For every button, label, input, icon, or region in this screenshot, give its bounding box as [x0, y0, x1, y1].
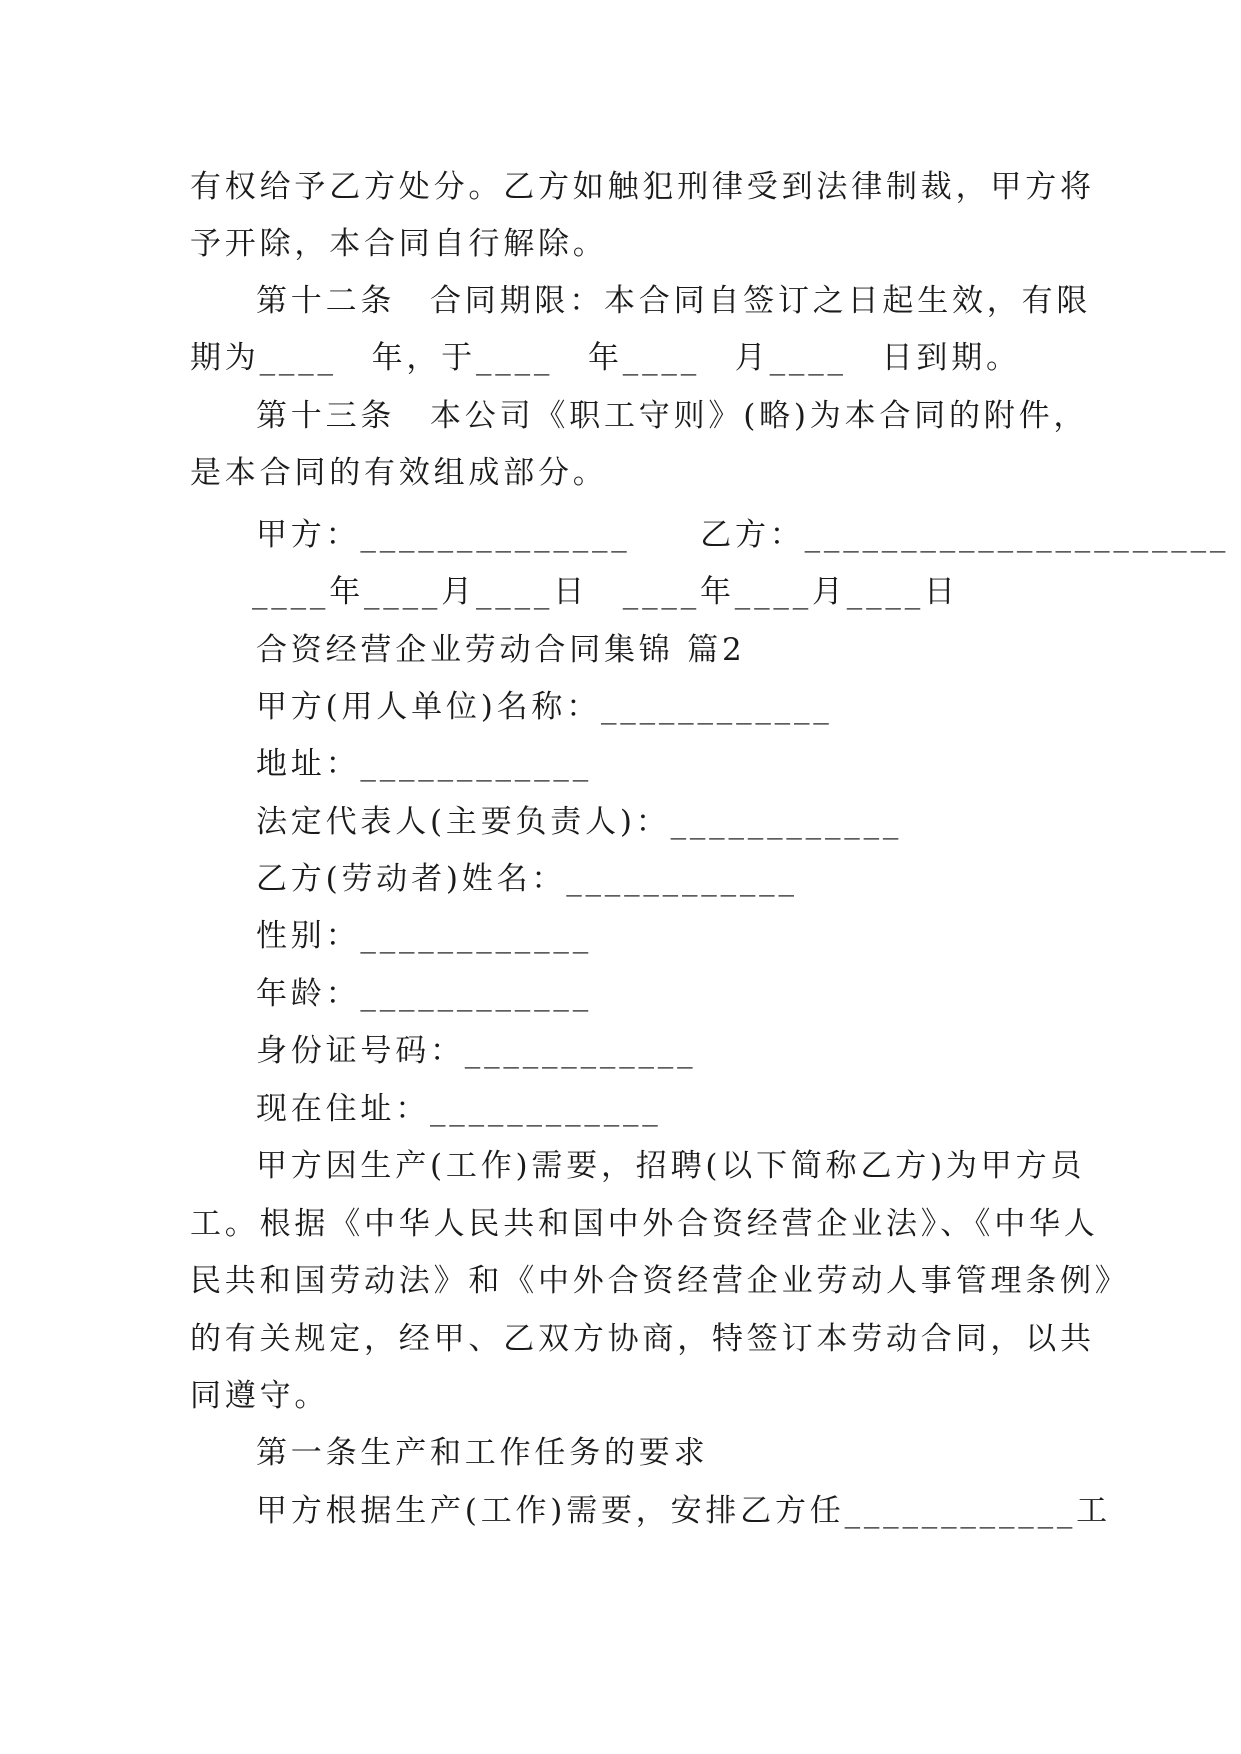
- signature-line: 甲方：______________ 乙方：______________________: [256, 517, 1230, 553]
- paragraph-line: 期为____ 年，于____ 年____ 月____ 日到期。: [190, 340, 1021, 376]
- paragraph-line: 的有关规定，经甲、乙双方协商，特签订本劳动合同，以共: [190, 1321, 1095, 1357]
- employee-name-field: 乙方(劳动者)姓名：____________: [256, 861, 798, 897]
- section-title: 合资经营企业劳动合同集锦 篇2: [256, 632, 746, 668]
- paragraph-line: 甲方因生产(工作)需要，招聘(以下简称乙方)为甲方员: [256, 1148, 1086, 1184]
- signature-date-line: ____年____月____日 ____年____月____日: [252, 574, 959, 610]
- paragraph-line: 予开除，本合同自行解除。: [190, 226, 608, 262]
- employer-name-field: 甲方(用人单位)名称：____________: [256, 689, 833, 725]
- paragraph-line: 同遵守。: [190, 1378, 330, 1414]
- address-field: 地址：____________: [256, 746, 592, 782]
- gender-field: 性别：____________: [256, 918, 592, 954]
- clause-12-line: 第十二条 合同期限：本合同自签订之日起生效，有限: [256, 283, 1092, 319]
- age-field: 年龄：____________: [256, 976, 592, 1012]
- paragraph-line: 民共和国劳动法》和《中外合资经营企业劳动人事管理条例》: [190, 1263, 1130, 1299]
- clause-1-heading: 第一条生产和工作任务的要求: [256, 1435, 709, 1471]
- paragraph-line: 有权给予乙方处分。乙方如触犯刑律受到法律制裁，甲方将: [190, 169, 1095, 205]
- clause-13-line: 第十三条 本公司《职工守则》(略)为本合同的附件，: [256, 398, 1089, 434]
- paragraph-line: 是本合同的有效组成部分。: [190, 455, 608, 491]
- id-number-field: 身份证号码：____________: [256, 1033, 697, 1069]
- paragraph-line: 甲方根据生产(工作)需要，安排乙方任____________工: [256, 1493, 1111, 1529]
- paragraph-line: 工。根据《中华人民共和国中外合资经营企业法》、《中华人: [190, 1206, 1099, 1242]
- current-address-field: 现在住址：____________: [256, 1091, 662, 1127]
- legal-representative-field: 法定代表人(主要负责人)：____________: [256, 804, 903, 840]
